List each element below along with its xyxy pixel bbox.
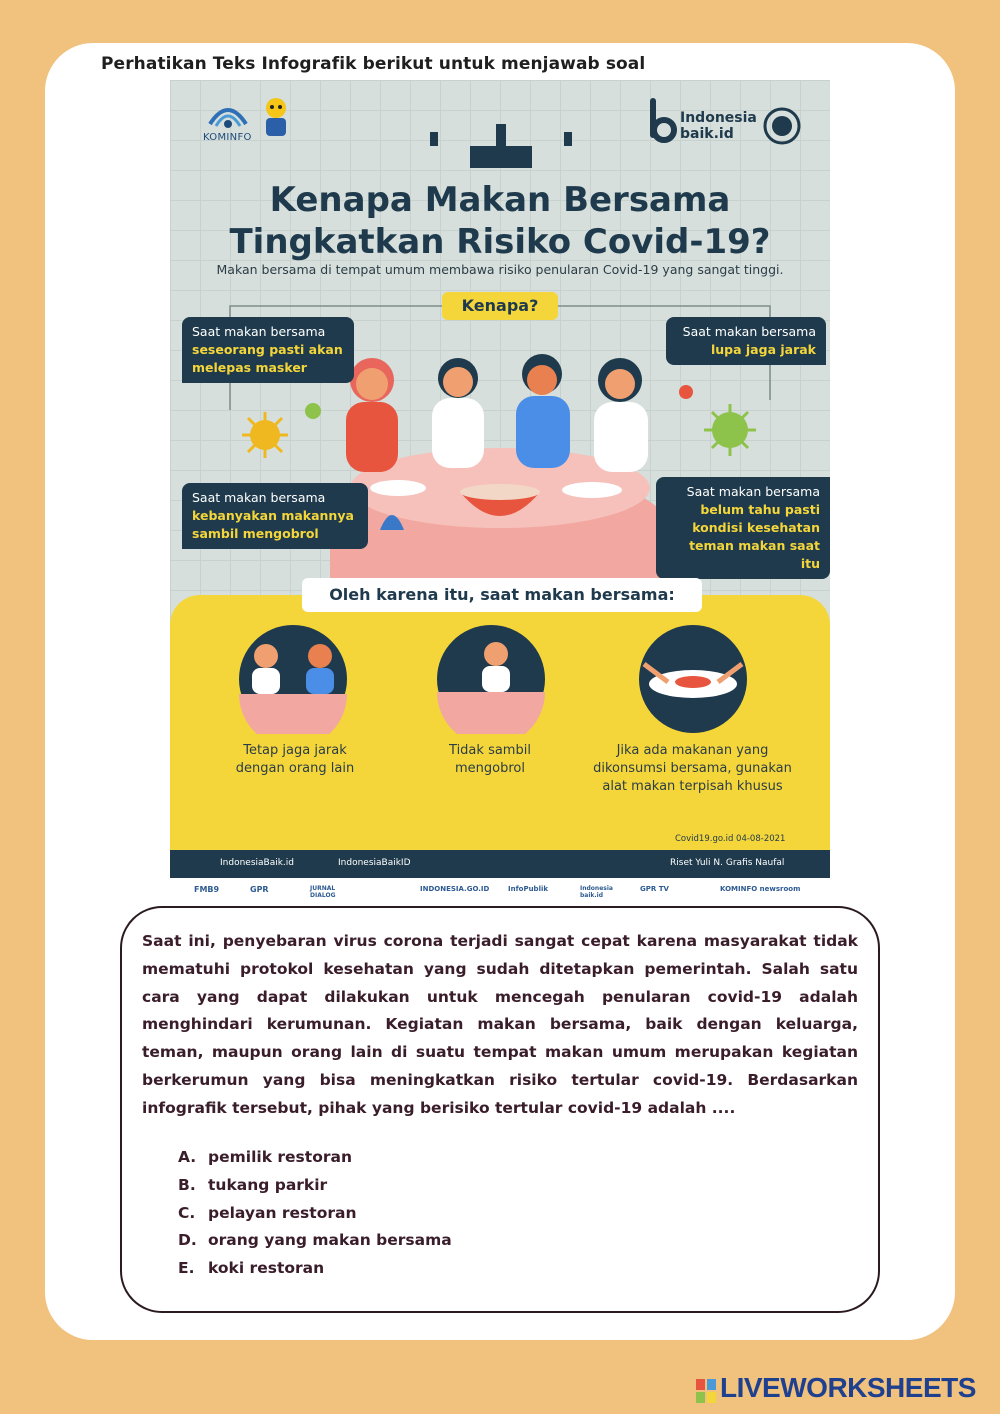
infographic-title-line1: Kenapa Makan Bersama (269, 180, 731, 220)
kominfo-label: KOMINFO (203, 132, 252, 143)
option-d[interactable] (178, 1231, 452, 1259)
kenapa-label: Kenapa? (442, 292, 558, 320)
option-letter: C. (178, 1203, 196, 1222)
partner-logo: GPR (250, 885, 269, 894)
option-letter: A. (178, 1148, 197, 1166)
credits: Riset Yuli N. Grafis Naufal (670, 858, 785, 868)
tip-caption-2: Tidak sambil mengobrol (449, 743, 531, 776)
reason-4-emphasis: belum tahu pasti kondisi kesehatan teman makan saat itu (689, 502, 820, 571)
option-text: pemilik restoran (208, 1148, 352, 1166)
option-e[interactable] (178, 1259, 452, 1287)
indonesia-baik-label: Indonesia baik.id (680, 110, 757, 142)
partner-logo: FMB9 (194, 885, 220, 894)
partner-logo: KOMINFO newsroom (720, 885, 801, 893)
virus-small-icon (300, 398, 326, 424)
partner-logo-strip (170, 878, 830, 905)
option-c[interactable] (178, 1204, 452, 1232)
tip-separate-cutlery-icon (638, 624, 748, 734)
social-website: IndonesiaBaik.id (220, 858, 294, 868)
reason-3-lead: Saat makan bersama (192, 490, 326, 505)
award-badge-icon (762, 106, 802, 146)
social-bar (170, 850, 830, 878)
social-handle: IndonesiaBaikID (338, 858, 411, 868)
source-date: Covid19.go.id 04-08-2021 (675, 834, 786, 844)
indonesia-baik-logo-icon (646, 98, 678, 144)
reason-2-emphasis: lupa jaga jarak (710, 342, 816, 357)
reason-bubble-1 (182, 317, 354, 383)
option-text: tukang parkir (208, 1175, 328, 1194)
answer-options (178, 1148, 452, 1287)
option-text: orang yang makan bersama (208, 1231, 452, 1250)
option-b[interactable] (178, 1176, 452, 1204)
instruction-text: Perhatikan Teks Infografik berikut untuk menjawab soal (101, 54, 646, 74)
option-letter: B. (178, 1175, 196, 1194)
tip-no-talking-icon (436, 624, 546, 734)
reason-bubble-4 (656, 477, 830, 579)
partner-logo: InfoPublik (508, 885, 549, 893)
option-letter: D. (178, 1231, 197, 1250)
liveworksheets-brand[interactable]: LIVEWORKSHEETS (720, 1372, 976, 1403)
reason-1-emphasis: seseorang pasti akan melepas masker (192, 342, 343, 375)
partner-logo: Indonesia baik.id (580, 885, 613, 899)
partner-logo: JURNAL DIALOG (310, 885, 336, 899)
tip-distance-icon (238, 624, 348, 734)
liveworksheets-logo-icon (696, 1379, 716, 1403)
option-letter: E. (178, 1259, 195, 1278)
virus-green-icon (700, 400, 760, 460)
mascot-icon (256, 94, 296, 142)
option-text: koki restoran (208, 1259, 325, 1278)
tip-caption-3: Jika ada makanan yang dikonsumsi bersama, gunakan alat makan terpisah khusus (593, 743, 792, 794)
virus-icon (240, 410, 290, 460)
reason-2-lead: Saat makan bersama (682, 324, 816, 339)
reason-3-emphasis: kebanyakan makannya sambil mengobrol (192, 508, 354, 541)
mosque-silhouette-icon (426, 124, 576, 168)
question-text: Saat ini, penyebaran virus corona terjadi sangat cepat karena masyarakat tidak mematuhi protokol kesehatan yang sudah ditetapkan pemerintah. Salah satu cara yang dapat dilakukan untuk mencegah penularan covid-19 adalah menghindari kerumunan. Kegiatan makan bersama, baik dengan keluarga, teman, maupun orang lain di suatu tempat makan umum merupakan kegiatan berkerumun yang bisa meningkatkan risiko tertular covid-19. Berdasarkan infografik tersebut, pihak yang berisiko tertular covid-19 adalah .... (142, 932, 858, 1117)
option-a[interactable] (178, 1148, 452, 1176)
reason-1-lead: Saat makan bersama (192, 324, 326, 339)
partner-logo: INDONESIA.GO.ID (420, 885, 490, 893)
virus-orange-icon (676, 382, 696, 402)
tip-caption-1: Tetap jaga jarak dengan orang lain (235, 743, 355, 776)
infographic-title-line2: Tingkatkan Risiko Covid-19? (229, 222, 771, 262)
dining-scene-illustration (320, 340, 680, 580)
reason-bubble-2 (666, 317, 826, 365)
option-text: pelayan restoran (208, 1203, 357, 1222)
infographic (170, 80, 830, 905)
kominfo-logo-icon (206, 94, 250, 134)
therefore-heading: Oleh karena itu, saat makan bersama: (302, 578, 702, 612)
reason-bubble-3 (182, 483, 368, 549)
infographic-subtitle: Makan bersama di tempat umum membawa risiko penularan Covid-19 yang sangat tinggi. (216, 262, 784, 277)
partner-logo: GPR TV (640, 885, 669, 893)
reason-4-lead: Saat makan bersama (686, 484, 820, 499)
